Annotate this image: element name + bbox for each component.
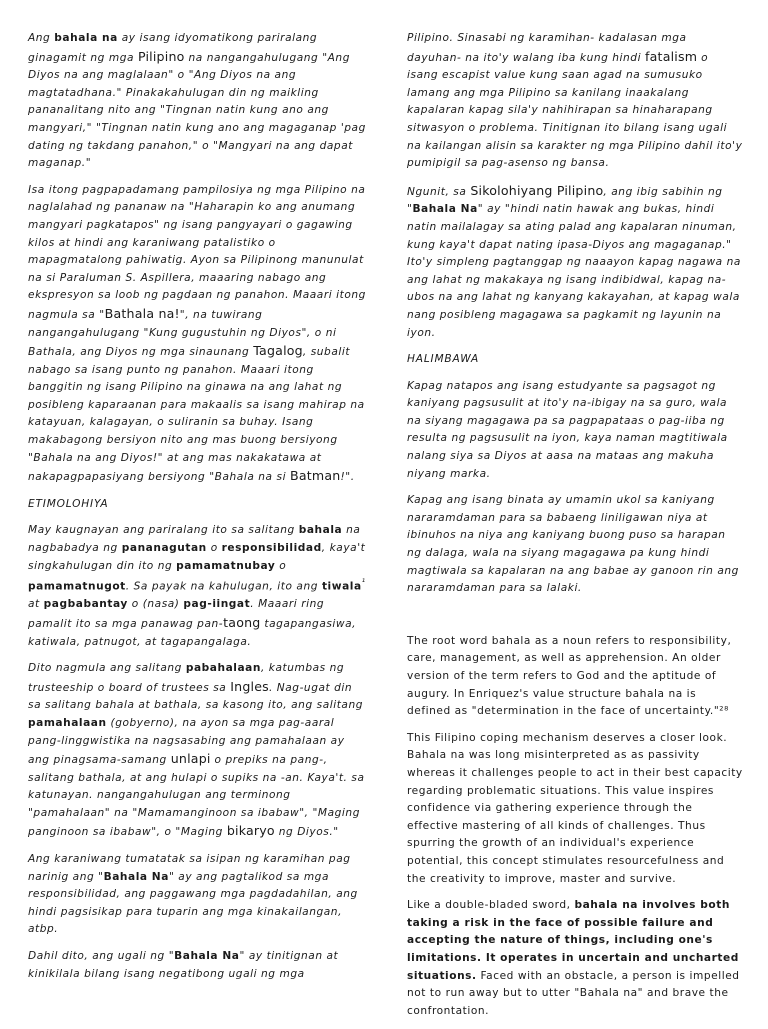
text-run: , ang ibig sabihin ng "	[407, 185, 723, 216]
link-pilipino[interactable]: Pilipino	[137, 48, 185, 64]
term-pabahalaan: pabahalaan	[185, 662, 261, 675]
link-ingles[interactable]: Ingles	[230, 678, 269, 694]
link-bikaryo[interactable]: bikaryo	[226, 823, 275, 839]
paragraph-pamahalaan	[28, 660, 366, 842]
text-run: " ay tinitignan at kinikilala bilang isang negatibong ugali ng mga	[28, 950, 339, 980]
paragraph-sikolohiya	[407, 182, 743, 342]
term-pananagutan: pananagutan	[121, 542, 207, 555]
paragraph-philosophy	[28, 182, 366, 487]
text-run: ay isang idyomatikong pariralang ginagamit ng mga	[28, 32, 318, 64]
term-pamamatnugot: pamamatnugot	[28, 580, 126, 593]
link-fatalism[interactable]: fatalism	[645, 48, 698, 64]
text-run: " ay ang pagtalikod sa mga responsibilidad, ang paggawang mga pagdadahilan, ang hindi pagsisikap para tuparin ang mga kinakailangan, atbp.	[28, 870, 358, 936]
term-bahala-na: Bahala Na	[412, 203, 478, 216]
text-run: , subalit nabago sa isang punto ng panahon. Maaari itong banggitin ng isang Pilipino na ginawa na ang lahat ng posibleng kaparaanan para makaalis sa isang mahirap na katayuan, kalagayan, o suliranin sa buhay. Isang makabagong bersiyon nito ang mas buong bersiyong "Bahala na ang Diyos!" at ang mas nakakatawa at nakapagpapasiyang bersiyong "Bahala na si	[28, 346, 365, 484]
text-run: tagapangasiwa, katiwala, patnugot, at tagapangalaga.	[28, 617, 357, 648]
text-run: . Sa payak na kahulugan, ito ang	[125, 580, 322, 593]
link-bathala-na[interactable]: Bathala na!	[104, 305, 180, 321]
text-run: (gobyerno), na ayon sa mga pag-aaral pang-linggwistika na nagsasabing ang pamahalaan ay ang pinagsama-samang	[28, 716, 345, 767]
text-run: , katumbas ng trusteeship o board of trustees sa	[28, 662, 345, 694]
term-responsibilidad: responsibilidad	[221, 542, 322, 555]
paragraph-example-student: Kapag natapos ang isang estudyante sa pagsagot ng kaniyang pagsusulit at ito'y na-ibigay na sa guro, wala na siyang magagawa pa sa pagpapataas o pag-iiba ng resulta ng pagsusulit na iyon, kaya naman magtitiwala nalang siya sa Diyos at aasa na mataas ang makuha niyang marka.	[407, 379, 728, 480]
text-run: o	[206, 542, 222, 555]
right-column	[407, 30, 743, 1029]
paragraph-common-view	[28, 851, 366, 939]
text-run: Like a double-bladed sword,	[407, 899, 575, 912]
text-run: o (nasa)	[127, 598, 184, 611]
text-run: . Nag-ugat din sa salitang bahala at bathala, sa kasong ito, ang salitang	[28, 681, 364, 712]
text-run: o	[275, 559, 287, 572]
link-tagalog[interactable]: Tagalog	[253, 343, 303, 359]
text-run: o isang escapist value kung saan agad na sumusuko lamang ang mga Pilipino sa kanilang inaakalang kapalaran kapag sila'y nahihirapan sa hinaharapang sitwasyon o problema. Tinitignan ito bilang isang ugali na kailangan alisin sa karakter ng mga Pilipino dahil ito'y pumipigil sa pag-asenso ng bansa.	[407, 51, 743, 170]
text-run: . Maaari ring pamalit ito sa mga panawag pan-	[28, 598, 325, 630]
paragraph-double-bladed	[407, 897, 743, 1020]
term-pagbabantay: pagbabantay	[43, 598, 128, 611]
heading-halimbawa: HALIMBAWA	[407, 353, 480, 366]
text-run: ng Diyos."	[274, 826, 339, 839]
text-run: Ang	[28, 32, 55, 44]
text-run: !".	[340, 471, 355, 484]
paragraph-fatalism	[407, 30, 743, 173]
text-run: May kaugnayan ang pariralang ito sa salitang	[28, 524, 299, 537]
paragraph-coping-mechanism: This Filipino coping mechanism deserves a closer look. Bahala na was long misinterpreted as as passivity whereas it challenges people to act in their best capacity regarding problematic situations. This value inspires confidence via gathering experience through the effective mastering of all kinds of challenges. Thus spurring the growth of an individual's experience potential, this concept stimulates resourcefulness and the creativity to improve, master and survive.	[407, 731, 743, 885]
term-pag-iingat: pag-iingat	[183, 598, 251, 611]
text-run: Dito nagmula ang salitang	[28, 662, 186, 675]
text-run: Faced with an obstacle, a person is impelled not to run away but to utter "Bahala na" and brave the confrontation.	[407, 969, 740, 1017]
text-run: o prepiks na pang-, salitang bathala, at ang hulapi o supiks na -an. Kaya't. sa katunayan. nangangahulugan ang terminong "pamahalaan" na "Mamamanginoon sa ibabaw", "Maging panginoon sa ibabaw", o "Maging	[28, 754, 365, 839]
term-bahala-na: Bahala Na	[103, 870, 169, 883]
term-bahala: bahala	[298, 524, 343, 537]
left-column	[28, 30, 366, 992]
text-run: at	[28, 598, 44, 611]
text-run: Pilipino. Sinasabi ng karamihan- kadalasan mga dayuhan- na ito'y walang iba kung hindi	[407, 32, 687, 64]
text-run: Ang karaniwang tumatatak sa isipan ng karamihan pag narinig ang "	[28, 853, 351, 883]
text-run: na nangangahulugang "Ang Diyos na ang maglalaan" o "Ang Diyos na ang magtatadhana." Pinakakahulugan din ng maikling pananalitang nito ang "Tingnan natin kung ano ang mangyari," "Tingnan natin kung ano ang magaganap 'pag dating ng takdang panahon," o "Mangyari na ang dapat maganap."	[28, 51, 366, 170]
term-pamamatnubay: pamamatnubay	[176, 559, 276, 572]
link-unlapi[interactable]: unlapi	[170, 751, 211, 767]
paragraph-root-word: The root word bahala as a noun refers to responsibility, care, management, as well as apprehension. An older version of the term refers to God and the aptitude of augury. In Enriquez's value structure bahala na is defined as "determination in the face of uncertainty."²⁸	[407, 634, 732, 718]
text-run: Isa itong pagpapadamang pampilosiya ng mga Pilipino na naglalahad ng pananaw na "Haharapin ko ang anumang mangyari pagkatapos" ng isang pangyayari o gagawing kilos at hindi ang karaniwang patalistiko o mapagmatalong pahiwatig. Ayon sa Pilipinong manunulat na si Paraluman S. Aspillera, maaaring nabago ang ekspresyon sa loob ng pagdaan ng panahon. Maaari itong nagmula sa "	[28, 183, 366, 321]
term-pamahalaan: pamahalaan	[28, 716, 107, 729]
text-run: na nagbabadya ng	[28, 524, 361, 555]
footnote-marker[interactable]: ¹	[361, 578, 366, 589]
paragraph-example-binata: Kapag ang isang binata ay umamin ukol sa kaniyang nararamdaman para sa babaeng liniligawan niya at ibinuhos na niya ang kaniyang buong puso sa harapan ng dalaga, wala na siyang magagawa pa kung hindi magtiwala sa kapalaran na ang babae ay ganoon rin ang nararamdaman para sa lalaki.	[407, 494, 739, 595]
term-bahala-na: Bahala Na	[174, 950, 240, 963]
paragraph-negative-view	[28, 948, 366, 983]
link-sikolohiyang-pilipino[interactable]: Sikolohiyang Pilipino	[470, 182, 604, 198]
text-run: ", na tuwirang nangangahulugang "Kung gugustuhin ng Diyos", o ni Bathala, ang Diyos ng mga sinaunang	[28, 308, 337, 359]
heading-etimolohiya: ETIMOLOHIYA	[28, 497, 109, 510]
paragraph-etymology	[28, 522, 366, 651]
term-bahala-na: bahala na	[54, 32, 118, 44]
text-run: , kaya't singkahulugan din ito ng	[28, 542, 366, 572]
term-tiwala: tiwala	[321, 580, 362, 593]
paragraph-intro	[28, 30, 366, 173]
text-run: Ngunit, sa	[407, 185, 471, 198]
text-run: Dahil dito, ang ugali ng "	[28, 950, 175, 963]
link-taong[interactable]: taong	[223, 614, 261, 630]
link-batman[interactable]: Batman	[290, 468, 341, 484]
text-run: " ay "hindi natin hawak ang bukas, hindi natin mailalagay sa ating palad ang kapalaran ninuman, kung kaya't dapat nating ipasa-Diyos ang magaganap." Ito'y simpleng pagtanggap ng naaayon kapag nagawa na ang lahat ng makakaya ng isang indibidwal, kapag na-ubos na ang lahat ng kanyang kakayahan, at kapag wala nang posibleng magagawa sa pagkamit ng layunin na iyon.	[407, 203, 741, 339]
spacer	[407, 607, 743, 633]
emphasis-risk: bahala na involves both taking a risk in the face of possible failure and accepting the nature of things, including one's limitations. It operates in uncertain and uncharted situations.	[407, 899, 739, 982]
